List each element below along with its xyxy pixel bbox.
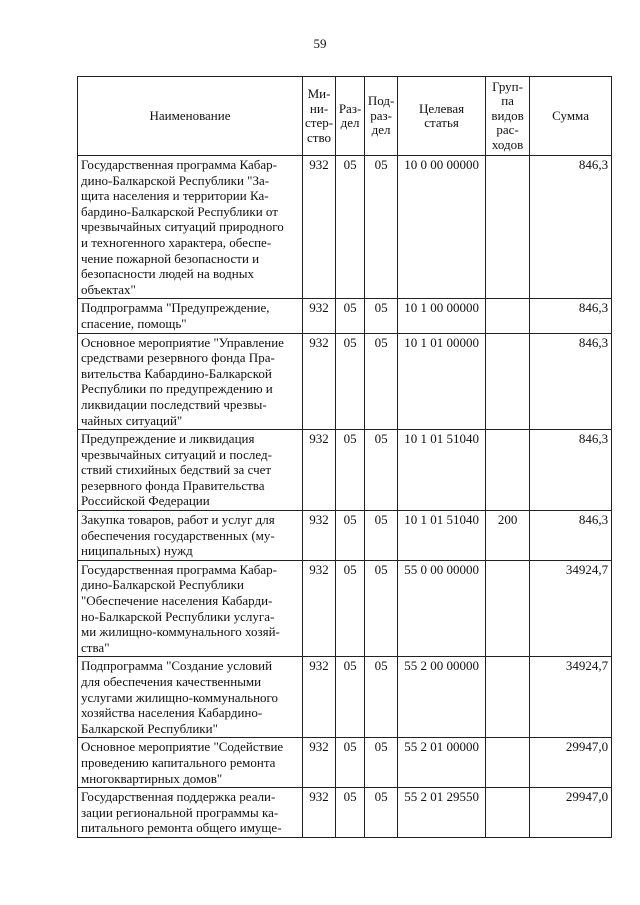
cell-target: 10 1 01 00000 [398, 333, 486, 430]
cell-amount: 846,3 [530, 156, 612, 299]
cell-name: Подпрограмма "Создание условий для обеспечения качественными услугами жилищно-коммунального хозяйства населения Кабардино- Балкарской Республики" [78, 657, 303, 738]
header-group [486, 77, 530, 156]
cell-section: 05 [336, 657, 365, 738]
table-row [78, 560, 612, 657]
cell-subsection: 05 [365, 788, 398, 838]
cell-subsection: 05 [365, 657, 398, 738]
cell-amount: 846,3 [530, 430, 612, 511]
cell-subsection: 05 [365, 511, 398, 561]
cell-ministry: 932 [303, 430, 336, 511]
budget-table [77, 76, 612, 838]
header-amount [530, 77, 612, 156]
cell-amount: 846,3 [530, 299, 612, 333]
cell-target: 55 2 01 29550 [398, 788, 486, 838]
table-header-row [78, 77, 612, 156]
header-section [336, 77, 365, 156]
cell-ministry: 932 [303, 299, 336, 333]
cell-name: Основное мероприятие "Содействие проведению капитального ремонта многоквартирных домов" [78, 738, 303, 788]
header-subsection-text: Под- раз- дел [367, 93, 395, 138]
cell-subsection: 05 [365, 560, 398, 657]
cell-name: Закупка товаров, работ и услуг для обеспечения государственных (му- ниципальных) нужд [78, 511, 303, 561]
table-row [78, 788, 612, 838]
cell-subsection: 05 [365, 299, 398, 333]
cell-group [486, 788, 530, 838]
cell-amount: 29947,0 [530, 738, 612, 788]
cell-group [486, 738, 530, 788]
cell-ministry: 932 [303, 657, 336, 738]
header-subsection [365, 77, 398, 156]
table-row [78, 333, 612, 430]
cell-target: 10 1 00 00000 [398, 299, 486, 333]
cell-name: Государственная программа Кабар- дино-Балкарской Республики "Обеспечение населения Кабарди- но-Балкарской Республики услуга- ми жилищно-коммунального хозяй- ства" [78, 560, 303, 657]
header-name [78, 77, 303, 156]
header-target [398, 77, 486, 156]
cell-section: 05 [336, 333, 365, 430]
header-name-text: Наименование [149, 107, 231, 123]
cell-subsection: 05 [365, 738, 398, 788]
cell-amount: 34924,7 [530, 560, 612, 657]
cell-ministry: 932 [303, 333, 336, 430]
table-row [78, 299, 612, 333]
cell-subsection: 05 [365, 430, 398, 511]
table-row [78, 657, 612, 738]
cell-group: 200 [486, 511, 530, 561]
page-number: 59 [313, 36, 327, 51]
header-amount-text: Сумма [552, 107, 589, 123]
cell-name: Предупреждение и ликвидация чрезвычайных ситуаций и послед- ствий стихийных бедствий за счет резервного фонда Правительства Российской Федерации [78, 430, 303, 511]
header-group-text: Груп- па видов рас- ходов [491, 78, 524, 152]
cell-section: 05 [336, 560, 365, 657]
cell-target: 10 1 01 51040 [398, 430, 486, 511]
cell-section: 05 [336, 738, 365, 788]
header-section-text: Раз- дел [338, 100, 362, 130]
header-ministry-text: Ми- ни- стер- ство [305, 86, 334, 145]
cell-group [486, 156, 530, 299]
cell-section: 05 [336, 430, 365, 511]
table-row [78, 738, 612, 788]
cell-amount: 34924,7 [530, 657, 612, 738]
cell-amount: 846,3 [530, 511, 612, 561]
cell-subsection: 05 [365, 156, 398, 299]
table-row [78, 430, 612, 511]
cell-section: 05 [336, 156, 365, 299]
cell-section: 05 [336, 511, 365, 561]
cell-section: 05 [336, 788, 365, 838]
cell-section: 05 [336, 299, 365, 333]
cell-amount: 846,3 [530, 333, 612, 430]
table-row [78, 156, 612, 299]
cell-target: 55 2 00 00000 [398, 657, 486, 738]
cell-target: 55 0 00 00000 [398, 560, 486, 657]
header-target-text: Целевая статья [418, 100, 465, 130]
cell-ministry: 932 [303, 560, 336, 657]
cell-group [486, 333, 530, 430]
header-ministry [303, 77, 336, 156]
cell-ministry: 932 [303, 738, 336, 788]
cell-target: 10 0 00 00000 [398, 156, 486, 299]
table-row [78, 511, 612, 561]
cell-ministry: 932 [303, 156, 336, 299]
cell-group [486, 657, 530, 738]
cell-name: Основное мероприятие "Управление средствами резервного фонда Пра- вительства Кабардино-Балкарской Республики по предупреждению и ликвидации последствий чрезвы- чайных ситуаций" [78, 333, 303, 430]
cell-target: 55 2 01 00000 [398, 738, 486, 788]
cell-name: Государственная поддержка реали- зации региональной программы ка- питального ремонта общего имуще- [78, 788, 303, 838]
cell-group [486, 430, 530, 511]
cell-name: Государственная программа Кабар- дино-Балкарской Республики "За- щита населения и территории Ка- бардино-Балкарской Республики от чрезвычайных ситуаций природного и техногенного характера, обеспе- чение пожарной безопасности и безопасности людей на водных объектах" [78, 156, 303, 299]
cell-group [486, 560, 530, 657]
cell-ministry: 932 [303, 511, 336, 561]
cell-subsection: 05 [365, 333, 398, 430]
cell-group [486, 299, 530, 333]
cell-ministry: 932 [303, 788, 336, 838]
cell-target: 10 1 01 51040 [398, 511, 486, 561]
cell-name: Подпрограмма "Предупреждение, спасение, помощь" [78, 299, 303, 333]
cell-amount: 29947,0 [530, 788, 612, 838]
